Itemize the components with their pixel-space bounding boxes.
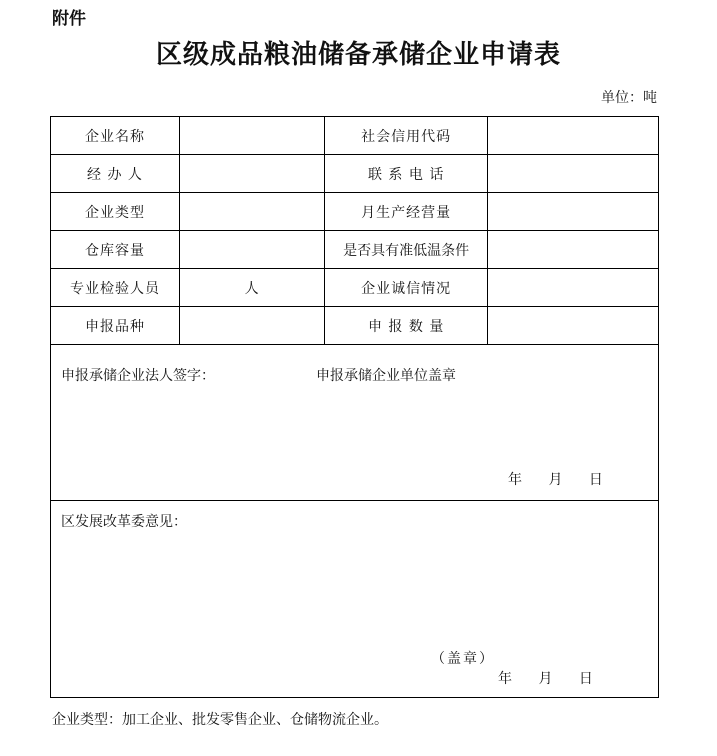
company-name-field[interactable] (179, 117, 324, 155)
signature-date: 年 月 日 (508, 472, 603, 488)
table-row (51, 117, 658, 155)
phone-field[interactable] (487, 155, 658, 193)
table-row (51, 155, 658, 193)
form-title: 区级成品粮油储备承储企业申请表 (155, 40, 561, 70)
phone-label: 联 系 电 话 (325, 155, 488, 193)
info-table (51, 117, 658, 345)
warehouse-capacity-field[interactable] (179, 231, 324, 269)
table-row (51, 193, 658, 231)
monthly-volume-label: 月生产经营量 (325, 193, 488, 231)
table-row (51, 269, 658, 307)
company-name-label: 企业名称 (51, 117, 179, 155)
company-type-field[interactable] (179, 193, 324, 231)
table-row (51, 307, 658, 345)
company-type-label: 企业类型 (51, 193, 179, 231)
application-form (50, 116, 659, 698)
stamp-label: （盖章） (431, 651, 495, 667)
unit-label: 单位：吨 (601, 90, 657, 106)
opinion-label: 区发展改革委意见： (61, 514, 187, 530)
variety-label: 申报品种 (51, 307, 179, 345)
monthly-volume-field[interactable] (487, 193, 658, 231)
credit-code-field[interactable] (487, 117, 658, 155)
quantity-label: 申 报 数 量 (325, 307, 488, 345)
credit-code-label: 社会信用代码 (325, 117, 488, 155)
legal-rep-signature-label: 申报承储企业法人签字： (61, 368, 215, 384)
warehouse-capacity-label: 仓库容量 (51, 231, 179, 269)
attachment-label: 附件 (52, 9, 86, 29)
footnote: 企业类型：加工企业、批发零售企业、仓储物流企业。 (52, 712, 388, 728)
signature-section (51, 345, 658, 501)
opinion-section (51, 501, 658, 694)
company-seal-label: 申报承储企业单位盖章 (316, 368, 456, 384)
low-temp-condition-field[interactable] (487, 231, 658, 269)
integrity-label: 企业诚信情况 (325, 269, 488, 307)
table-row (51, 231, 658, 269)
inspectors-label: 专业检验人员 (51, 269, 179, 307)
opinion-date: 年 月 日 (498, 671, 593, 687)
handler-label: 经 办 人 (51, 155, 179, 193)
handler-field[interactable] (179, 155, 324, 193)
quantity-field[interactable] (487, 307, 658, 345)
inspectors-field[interactable]: 人 (179, 269, 324, 307)
low-temp-condition-label: 是否具有准低温条件 (325, 231, 488, 269)
integrity-field[interactable] (487, 269, 658, 307)
variety-field[interactable] (179, 307, 324, 345)
